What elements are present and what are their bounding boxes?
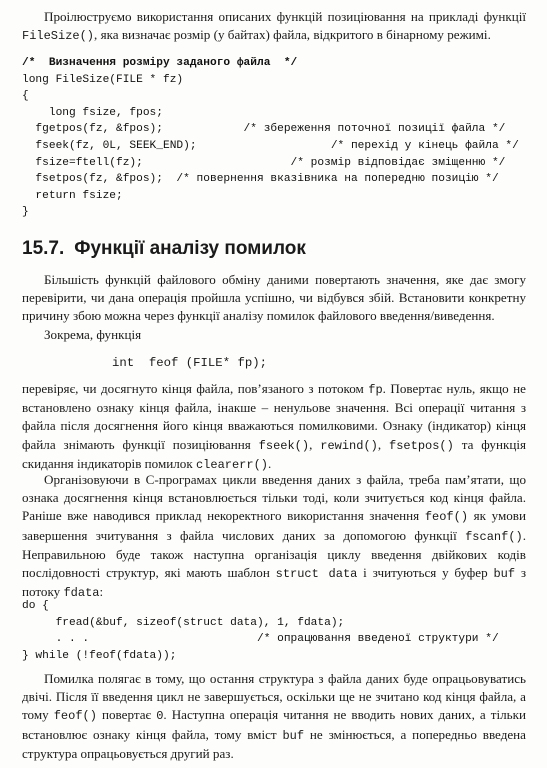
paragraph-namely (22, 326, 526, 344)
paragraph-loop-organization (22, 471, 526, 602)
paragraph-feof-description (22, 380, 526, 474)
paragraph-text: з потоку (22, 565, 527, 600)
inline-code: feof() (53, 709, 97, 724)
code-line: fread(&buf, sizeof(struct data), 1, fdata); (22, 616, 345, 629)
paragraph-error-explanation (22, 670, 526, 763)
paragraph-text: Організовуючи в С-програмах цикли введення даних з файла, треба пам’ятати, що ознака досягнення кінця встановлюється тільки тоді, коли зчитується код кінця файла. Раніше вже наводився приклад некоректного використання значення (22, 472, 526, 524)
code-line: long FileSize(FILE * fz) (22, 73, 184, 86)
paragraph-text: . Наступна операція читання не вводить нових даних, а тільки встановлює ознаку кінця файла, тому вміст (22, 707, 526, 742)
paragraph-text: . Неправильною буде також наступна організація циклу введення двійкових кодів послідовності структур, які мають шаблон (22, 527, 526, 581)
code-block-do-while (22, 598, 532, 664)
code-line: fseek(fz, 0L, SEEK_END); /* перехід у кінець файла */ (22, 139, 519, 152)
paragraph-text: повертає (96, 707, 157, 723)
code-line: fgetpos(fz, &fpos); /* збереження поточної позиції файла */ (22, 123, 506, 136)
inline-code: buf (493, 567, 516, 582)
code-block-filesize (22, 55, 532, 221)
inline-code: fdata (63, 586, 100, 601)
code-line: fsetpos(fz, &fpos); /* повернення вказівника на попередню позицію */ (22, 173, 499, 186)
paragraph-text: . Повертає нуль, якщо не встановлено ознаку кінця файла, інакше – ненульове значення. Всі операції читання з файла після досягнення його кінця вважаються помилковими. Ознаку (індикатор) кінця файла знімають функції позиціювання (22, 381, 526, 452)
paragraph-text: : (99, 584, 104, 600)
code-line: } (22, 206, 29, 219)
inline-code: 0 (156, 709, 164, 724)
section-title: Функції аналізу помилок (74, 238, 306, 259)
paragraph-text: перевіряє, чи досягнуто кінця файла, пов’язаного з потоком (22, 381, 369, 396)
code-line: { (22, 90, 29, 103)
code-line: do { (22, 600, 49, 612)
code-line: . . . /* опрацювання введеної структури */ (22, 633, 499, 646)
inline-code: fsetpos() (389, 438, 454, 453)
code-comment-line: /* Визначення розміру заданого файла */ (22, 57, 298, 69)
code-line: fsize=ftell(fz); /* розмір відповідає зміщенню */ (22, 156, 506, 169)
section-number: 15.7. (22, 238, 65, 259)
paragraph-text: , (309, 436, 321, 452)
feof-prototype: int feof (FILE* fp); (112, 356, 267, 370)
inline-code: feof() (424, 510, 469, 525)
paragraph-text: та функція скидання індикаторів помилок (22, 436, 527, 471)
paragraph-text: Зокрема, функція (44, 327, 142, 342)
section-heading (22, 238, 306, 260)
inline-code: rewind() (320, 438, 378, 453)
paragraph-text: . (267, 455, 272, 471)
intro-text: Проілюструємо використання описаних функцій позиціювання на прикладі функції (44, 9, 526, 24)
paragraph-error-functions (22, 271, 526, 326)
paragraph-text: не змінюється, а попередньо введена структура опрацьовується другий раз. (22, 726, 526, 761)
inline-code: fscanf() (465, 529, 523, 544)
inline-code: buf (282, 728, 305, 743)
paragraph-text: , (377, 436, 390, 452)
intro-text: , яка визначає розмір (у байтах) файла, відкритого в бінарному режимі. (94, 27, 491, 43)
inline-code: FileSize() (22, 29, 95, 44)
code-line: return fsize; (22, 189, 123, 202)
paragraph-text: і зчитуються у буфер (357, 565, 494, 581)
inline-code: clearerr() (195, 457, 268, 472)
paragraph-text: як умови завершення зчитування з файла числових даних за допомогою функції (22, 508, 526, 543)
code-line: } while (!feof(fdata)); (22, 649, 177, 662)
paragraph-text: Помилка полягає в тому, що остання структура з файла даних буде опрацьовуватись двічі. Після її введення цикл не завершується, оскільки ще не зчитано код кінця файла, а тому (22, 671, 526, 723)
code-line: long fsize, fpos; (22, 106, 163, 119)
paragraph-text: Більшість функцій файлового обміну даними повертають значення, яке дає змогу перевірити, чи дана операція пройшла успішно, чи відбувся збій. Встановити конкретну причину збою можна через функції аналізу помилок файлового введення/виведення. (22, 272, 526, 324)
intro-paragraph (22, 8, 526, 45)
inline-code: fp (368, 383, 383, 397)
inline-code: fseek() (258, 438, 310, 453)
inline-code: struct data (275, 567, 358, 582)
